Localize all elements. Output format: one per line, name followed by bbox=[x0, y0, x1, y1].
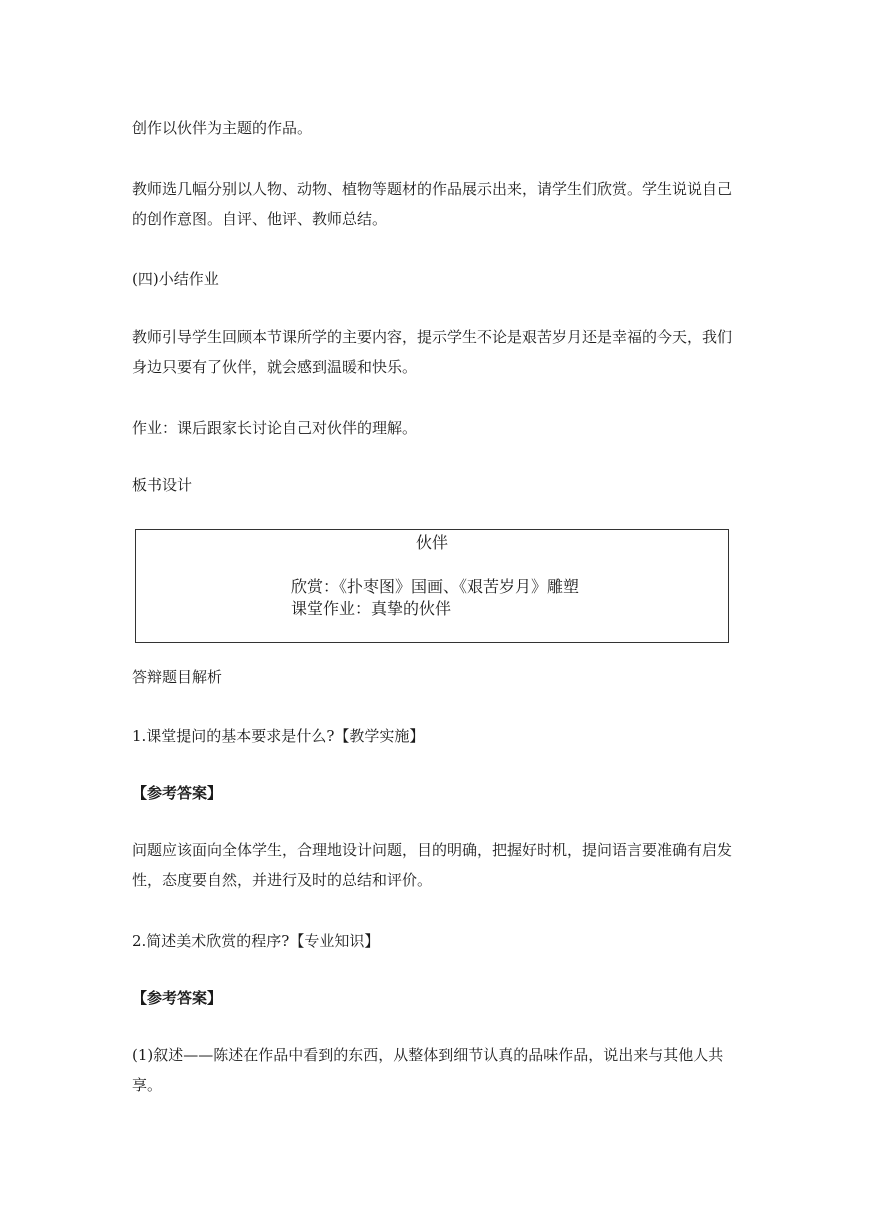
question-1: 1.课堂提问的基本要求是什么?【教学实施】 bbox=[132, 727, 425, 745]
question-2: 2.简述美术欣赏的程序?【专业知识】 bbox=[132, 932, 380, 950]
board-design-box bbox=[135, 529, 729, 643]
board-line-appreciation: 欣赏：《扑枣图》国画、《艰苦岁月》雕塑 bbox=[291, 577, 580, 596]
heading-board-design: 板书设计 bbox=[132, 476, 193, 494]
heading-qa-analysis: 答辩题目解析 bbox=[132, 668, 223, 686]
paragraph-teacher-display: 教师选几幅分别以人物、动物、植物等题材的作品展示出来，请学生们欣赏。学生说说自己的创作意图。自评、他评、教师总结。 bbox=[132, 180, 733, 228]
heading-summary-homework: (四)小结作业 bbox=[132, 270, 219, 288]
answer-2-label: 【参考答案】 bbox=[132, 989, 223, 1007]
answer-1-label: 【参考答案】 bbox=[132, 784, 223, 802]
paragraph-teacher-review: 教师引导学生回顾本节课所学的主要内容，提示学生不论是艰苦岁月还是幸福的今天，我们身边只要有了伙伴，就会感到温暖和快乐。 bbox=[132, 328, 733, 376]
board-title: 伙伴 bbox=[415, 533, 448, 552]
answer-2: (1)叙述——陈述在作品中看到的东西，从整体到细节认真的品味作品，说出来与其他人共享。 bbox=[132, 1046, 724, 1094]
board-line-homework: 课堂作业：真挚的伙伴 bbox=[291, 599, 452, 618]
paragraph-homework: 作业：课后跟家长讨论自己对伙伴的理解。 bbox=[132, 419, 418, 437]
paragraph-create-work: 创作以伙伴为主题的作品。 bbox=[132, 119, 313, 137]
answer-1: 问题应该面向全体学生，合理地设计问题，目的明确，把握好时机，提问语言要准确有启发性，态度要自然，并进行及时的总结和评价。 bbox=[132, 841, 733, 889]
